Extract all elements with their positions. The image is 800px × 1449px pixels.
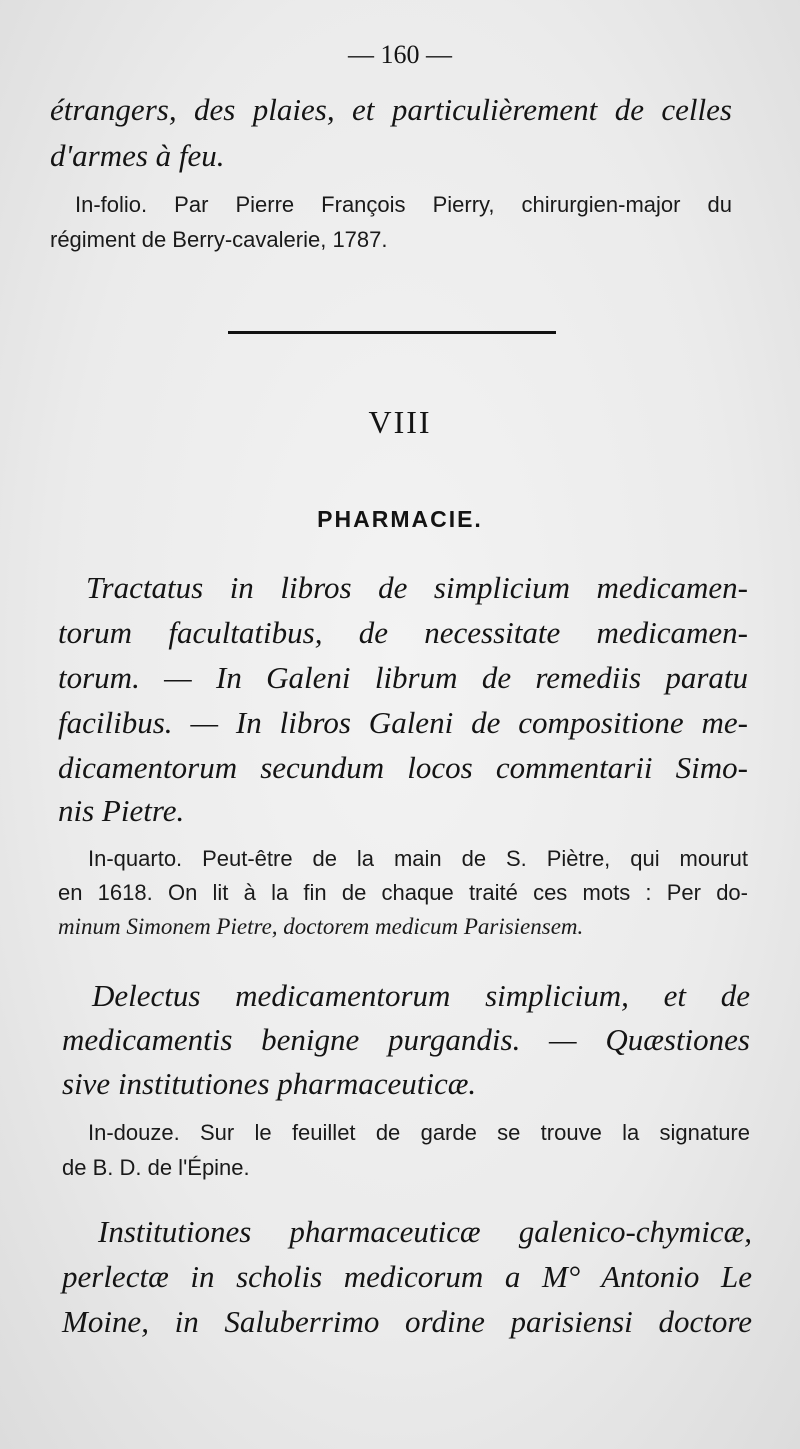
entry3-title-line-2: perlectæ in scholis medicorum a M° Antonio Le: [62, 1259, 752, 1294]
entry1-title-line-1: Tractatus in libros de simplicium medicamen-: [86, 570, 748, 605]
entry1-title-line-3: torum. — In Galeni librum de remediis paratu: [58, 660, 748, 695]
entry2-note-line-2: de B. D. de l'Épine.: [62, 1155, 250, 1180]
entry1-note-line-3: minum Simonem Pietre, doctorem medicum Parisiensem.: [58, 914, 584, 939]
entry2-title-line-2: medicamentis benigne purgandis. — Quæstiones: [62, 1022, 750, 1057]
section-divider: [228, 331, 556, 334]
page-number: — 160 —: [348, 40, 452, 69]
entry3-title-line-1: Institutiones pharmaceuticæ galenico-chymicæ,: [98, 1214, 752, 1249]
entry2-title-line-1: Delectus medicamentorum simplicium, et de: [92, 978, 750, 1013]
intro-title-line-1: étrangers, des plaies, et particulièrement de celles: [50, 92, 732, 127]
chapter-heading: PHARMACIE.: [317, 506, 483, 532]
intro-note-line-2: régiment de Berry-cavalerie, 1787.: [50, 227, 388, 252]
entry2-note-line-1: In-douze. Sur le feuillet de garde se trouve la signature: [88, 1120, 750, 1145]
entry1-note-line-2: en 1618. On lit à la fin de chaque traité ces mots : Per do-: [58, 880, 748, 905]
chapter-number: VIII: [368, 404, 432, 440]
entry1-note-line-1: In-quarto. Peut-être de la main de S. Piètre, qui mourut: [88, 846, 748, 871]
entry1-title-line-6: nis Pietre.: [58, 793, 185, 828]
entry3-title-line-3: Moine, in Saluberrimo ordine parisiensi doctore: [62, 1304, 752, 1339]
entry2-title-line-3: sive institutiones pharmaceuticæ.: [62, 1066, 477, 1101]
intro-title-line-2: d'armes à feu.: [50, 138, 225, 173]
entry1-title-line-5: dicamentorum secundum locos commentarii Simo-: [58, 750, 748, 785]
entry1-title-line-2: torum facultatibus, de necessitate medicamen-: [58, 615, 748, 650]
intro-note-line-1: In-folio. Par Pierre François Pierry, chirurgien-major du: [75, 192, 732, 217]
entry1-title-line-4: facilibus. — In libros Galeni de compositione me-: [58, 705, 748, 740]
